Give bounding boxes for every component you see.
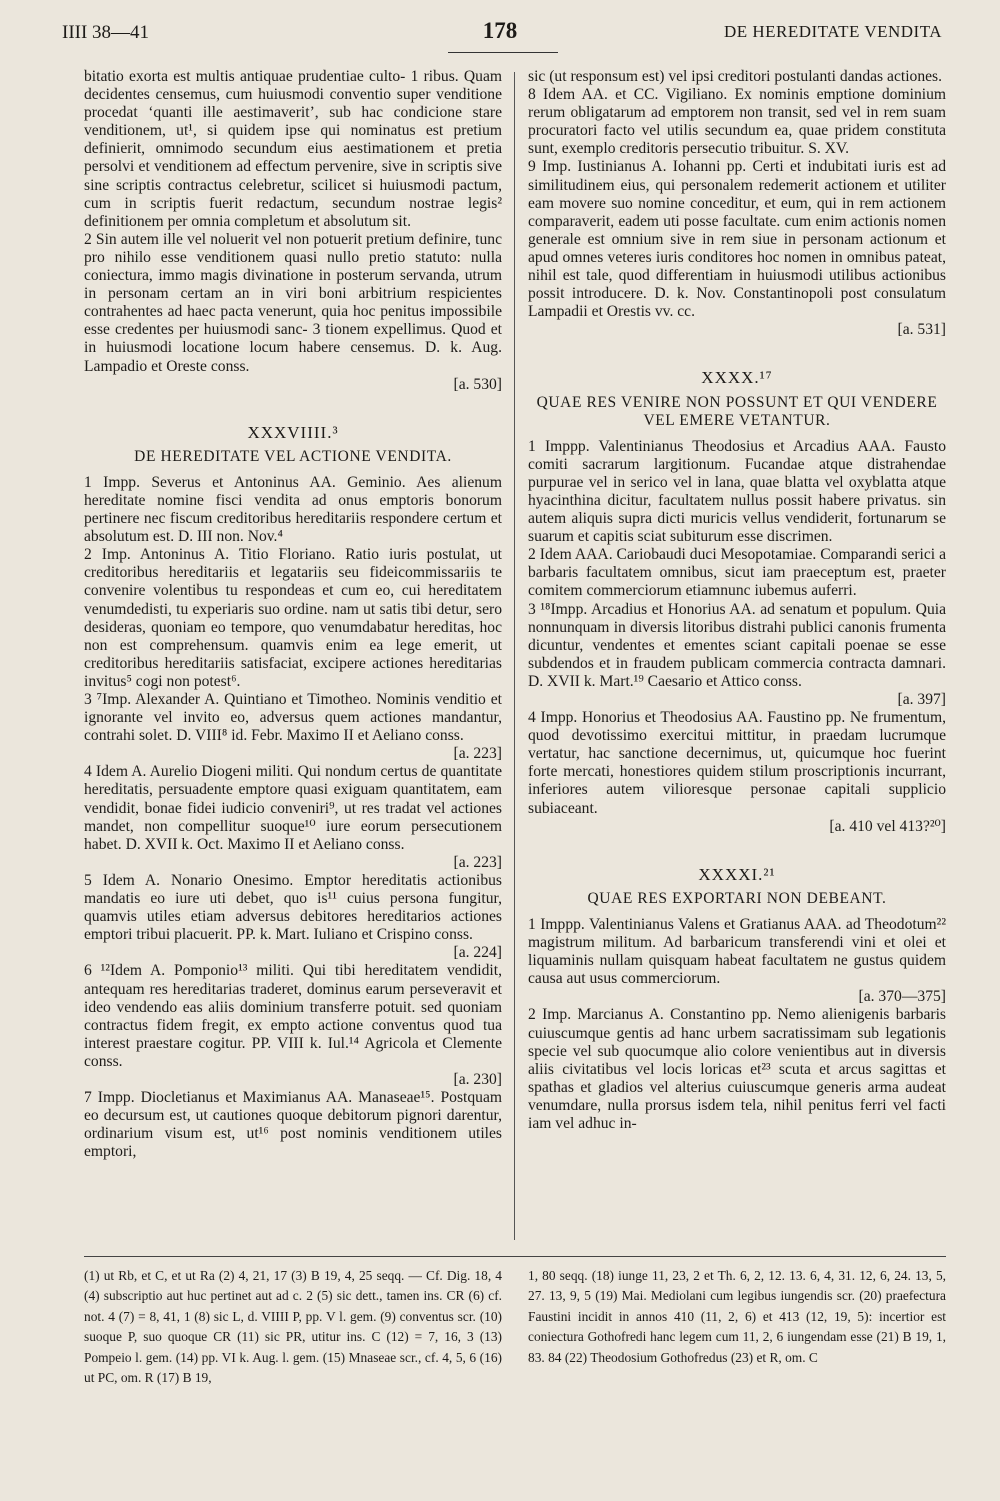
- sec40-law-1: 1 Imppp. Valentinianus Theodosius et Arcadius AAA. Fausto comiti sacrarum largitionum. Fucandae atque distrahendae purpurae vel in serico vel in lana, quae blatta vel oxyblatta atque hyacinthina dicitur, facultatem nullus possit habere privatus. sin autem aliquis supra dicti muricis vellus vendiderit, fortunarum se suarum et capitis sciat subiturum esse discrimen.: [528, 437, 946, 546]
- intro-paragraph: bitatio exorta est multis antiquae prudentiae culto- 1 ribus. Quam decidentes censemus, cum huiusmodi conventio super venditione procedat ‘quanti ille aestimaverit’, sub hac condicione stare venditionem, ut¹, si quidem ipse qui nominatus est pretium definierit, omnimodo secundum eius aestimationem et pretia persolvi et venditionem ad effectum pervenire, sive in scriptis sive sine scriptis contractus celebretur, scilicet si huiusmodi pactum, cum in scriptis fuerit redactum, secundum nostrae legis² definitionem per omnia completum et absolutum sit.: [84, 68, 502, 230]
- sec41-law-1: 1 Imppp. Valentinianus Valens et Gratianus AAA. ad Theodotum²² magistrum militum. Ad barbaricum transferendi vini et olei et liquaminis nullam quisquam habeat facultatem ne gustus quidem causa aut usus commerciorum.: [528, 915, 946, 988]
- section-number: XXXX.¹⁷: [701, 368, 773, 388]
- law-1: 1 Impp. Severus et Antoninus AA. Geminio. Aes alienum hereditate nomine fisci vendita ad onus emptoris bonorum pertinere nec fiscum creditoribus hereditariis respondere certum et absolutum est. D. III non. Nov.⁴: [84, 473, 502, 546]
- law-6: 6 ¹²Idem A. Pomponio¹³ militi. Qui tibi hereditatem vendidit, antequam res hereditarias traderet, dominus earum perseveravit et ideo vendendo eas aliis dominium transferre potuit. sed quoniam contractus fidem fregit, ex empto actione conventus quod tua interest praestare cogitur. PP. VIII k. Iul.¹⁴ Agricola et Clemente conss.: [84, 962, 502, 1070]
- column-divider: [514, 72, 515, 1240]
- right-column: [528, 68, 946, 1133]
- left-column: [84, 68, 502, 1161]
- section-title: DE HEREDITATE VEL ACTIONE VENDITA.: [134, 447, 452, 465]
- sec40-law-2: 2 Idem AAA. Cariobaudi duci Mesopotamiae. Comparandi serici a barbaris facultatem omnibus, sicut iam praeceptum est, praeter comitem commerciorum etiamnunc iubemus auferri.: [528, 546, 946, 600]
- section-number: XXXVIIII.³: [247, 422, 339, 442]
- running-head: DE HEREDITATE VENDITA: [723, 22, 942, 41]
- law-3: 3 ⁷Imp. Alexander A. Quintiano et Timotheo. Nominis venditio et ignorante vel invito eo, adversus quem actiones mandantur, contrahi solet. D. VIII⁸ id. Febr. Maximo II et Aeliano conss.: [84, 691, 502, 745]
- continuation: sic (ut responsum est) vel ipsi creditori postulanti dandas actiones.: [528, 68, 943, 85]
- footnote-text: 1, 80 seqq. (18) iunge 11, 23, 2 et Th. 6, 2, 12. 13. 6, 4, 31. 12, 6, 24. 13, 5, 27. 13, 9, 5 (19) Mai. Mediolani cum legibus iungendis scr. (20) praefectura Faustini incidit in annos 410 (11, 2, 6) et 413 (12, 19, 5): incertior est coniectura Gothofredi hanc legem cum 11, 2, 6 iungendam esse (21) B 19, 1, 83. 84 (22) Theodosium Gothofredus (23) et R, om. C: [528, 1268, 946, 1365]
- law-8: 8 Idem AA. et CC. Vigiliano. Ex nominis emptione dominium rerum obligatarum ad emptorem non transit, sed vel in rem suam procuratori facto vel utilis secundum ea, quae pridem constituta sunt, exemplo creditoris persecutio tribuitur. S. XV.: [528, 86, 946, 158]
- header-left: IIII 38—41: [62, 22, 150, 43]
- footnotes-right: [528, 1266, 946, 1368]
- sec40-law-3: 3 ¹⁸Impp. Arcadius et Honorius AA. ad senatum et populum. Quia nonnunquam in diversis litoribus distrahi publici canonis frumenta dicuntur, vendentes et ementes sciant capitali poenae se esse subdendos et in fraudem publicam commercia contracta damnari. D. XVII k. Mart.¹⁹ Caesario et Attico conss.: [528, 600, 946, 690]
- law-7: 7 Impp. Diocletianus et Maximianus AA. Manaseae¹⁵. Postquam eo decursum est, ut cautiones quoque debitorum pignori darentur, ordinarium visum est, ut¹⁶ post nominis venditionem utiles emptori,: [84, 1089, 502, 1161]
- law-5: 5 Idem A. Nonario Onesimo. Emptor hereditatis actionibus mandatis eo iure uti debet, quo is¹¹ cuius persona fungitur, quamvis utiles etiam adversus debitores hereditarios actiones emptori tribui placuerit. PP. k. Mart. Iuliano et Crispino conss.: [84, 871, 502, 944]
- footnote-text: (1) ut Rb, et C, et ut Ra (2) 4, 21, 17 (3) B 19, 4, 25 seqq. — Cf. Dig. 18, 4 (4) subscriptio aut huc pertinet aut ad c. 2 (5) sic dett., tamen ins. CR (6) cf. not. 4 (7) = 8, 41, 1 (8) sic L, d. VIIII P, pp. V l. gem. (9) conventus scr. (10) suoque P, suo quoque CR (11) sic PR, utitur ins. C (12) = 7, 16, 3 (13) Pompeio l. gem. (14) pp. VI k. Aug. l. gem. (15) Mnaseae scr., cf. 4, 5, 6 (16) ut PC, om. R (17) B 19,: [84, 1268, 502, 1386]
- page-number: 178: [482, 18, 518, 43]
- footnote-rule: [84, 1256, 946, 1257]
- paragraph-2-date: [a. 530]: [453, 375, 502, 393]
- header-rule: [448, 52, 558, 53]
- sec41-law-1-date: [a. 370—375]: [858, 988, 946, 1006]
- law-9-date: [a. 531]: [897, 321, 946, 339]
- section-title: QUAE RES VENIRE NON POSSUNT ET QUI VENDERE VEL EMERE VETANTUR.: [536, 393, 938, 429]
- sec40-law-4-date: [a. 410 vel 413?²⁰]: [829, 817, 946, 835]
- paragraph-2: 2 Sin autem ille vel noluerit vel non potuerit pretium definire, tunc pro nihilo esse venditionem quasi nullo pretio statuto: nulla coniectura, immo magis divinatione in posterum servanda, utrum in personam certam an in viri boni arbitrium respicientes contrahentes ad haec pacta venerunt, quia hoc penitus impossibile esse credentes per huiusmodi sanc- 3 tionem expellimus. Quod et in huiusmodi locatione locum habere censemus. D. k. Aug. Lampadio et Oreste conss.: [84, 230, 502, 375]
- footnotes-left: [84, 1266, 502, 1388]
- sec41-law-2: 2 Imp. Marcianus A. Constantino pp. Nemo alienigenis barbaris cuiuscumque gentis ad hanc urbem sacratissimam sub legationis specie vel sub quocumque alio colore venientibus aut in diversis aliis civitatibus vel locis loricas et²³ scuta et arcus sagittas et spathas et gladios vel alterius cuiuscumque generis arma audeat venumdare, nulla prorsus isdem tela, nihil penitus ferri vel facti iam vel adhuc in-: [528, 1006, 946, 1132]
- law-4: 4 Idem A. Aurelio Diogeni militi. Qui nondum certus de quantitate hereditatis, persuadente emptore quasi exiguam quantitatem, eam vendidit, bonae fidei iudicio conveniri⁹, ut res tradat vel actiones mandet, non compellitur suoque¹⁰ iure eorum persecutionem habet. D. XVII k. Oct. Maximo II et Aeliano conss.: [84, 763, 502, 853]
- sec40-law-4: 4 Impp. Honorius et Theodosius AA. Faustino pp. Ne frumentum, quod devotissimo exercitui mittitur, in praedam lucrumque vertatur, hac sanctione decernimus, ut, quicumque hoc fuerint forte mercati, honestiores quidem stilum proscriptionis incurrant, inferiores autem vilioresque personae capitali supplicio subiaceant.: [528, 709, 946, 817]
- law-3-date: [a. 223]: [453, 745, 502, 763]
- section-number: XXXXI.²¹: [698, 864, 776, 884]
- sec40-law-3-date: [a. 397]: [897, 691, 946, 708]
- section-title: QUAE RES EXPORTARI NON DEBEANT.: [587, 889, 887, 907]
- law-6-date: [a. 230]: [453, 1070, 502, 1088]
- law-5-date: [a. 224]: [453, 944, 502, 962]
- law-9: 9 Imp. Iustinianus A. Iohanni pp. Certi et indubitati iuris est ad similitudinem eius, qui personalem redemerit actionem et utiliter eam movere suo nomine conceditur, et eum, qui in rem actionem comparaverit, eadem uti posse facultate. cum enim actionis nomen generale est omnium sive in rem siue in personam actionum et apud omnes veteres iuris conditores hoc nomen in omnibus pateat, nihil est tale, quod differentiam in huiusmodi utilibus actionibus possit introducere. D. k. Nov. Constantinopoli post consulatum Lampadii et Orestis vv. cc.: [528, 158, 946, 321]
- law-4-date: [a. 223]: [453, 853, 502, 871]
- law-2: 2 Imp. Antoninus A. Titio Floriano. Ratio iuris postulat, ut creditoribus hereditariis et legatariis seu fideicommissariis te convenire volentibus tu respondeas et cum eo, cui hereditatem venumdedisti, tu experiaris suo ordine. nam ut satis tibi detur, sero desideras, quoniam eo tempore, quo venumdabatur hereditas, hoc non est comprehensum. quamvis enim ea lege emerit, ut creditoribus hereditariis satisfaciat, excipere actiones hereditarias invitus⁵ cogi non potest⁶.: [84, 546, 502, 690]
